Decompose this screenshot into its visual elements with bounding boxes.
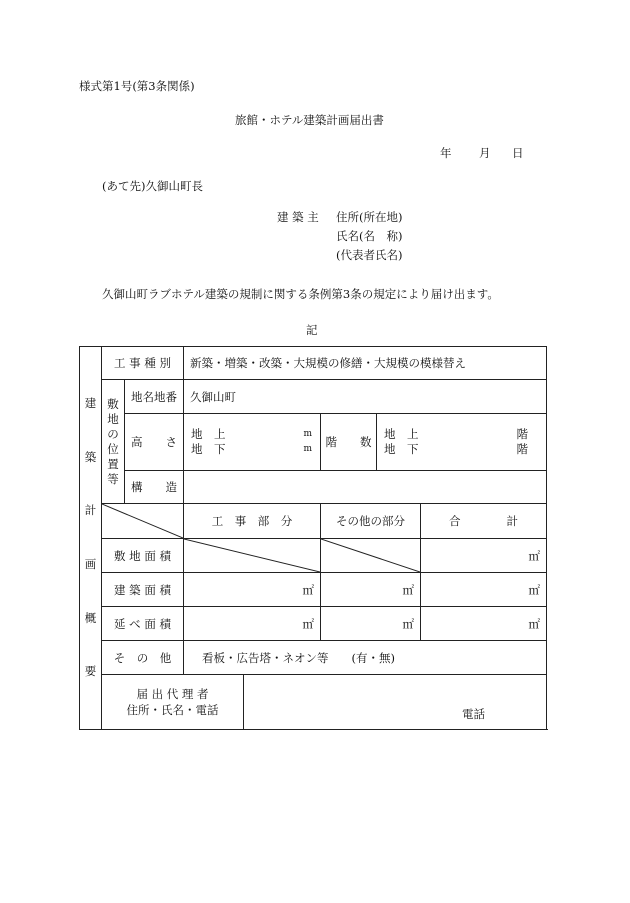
structure-value	[184, 471, 547, 504]
page-title: 旅館・ホテル建築計画届出書	[235, 113, 384, 127]
other-value: 看板・広告塔・ネオン等 (有・無)	[184, 641, 547, 675]
height-below-unit: m	[303, 444, 312, 454]
building-area-total-unit: ㎡	[421, 573, 547, 607]
diagonal-line	[184, 539, 320, 572]
height-above-label: 地 上	[191, 427, 226, 441]
site-char-4: 位	[107, 441, 119, 456]
date-year: 年	[440, 146, 452, 160]
side-char-2: 築	[84, 449, 97, 464]
site-area-work	[184, 539, 321, 573]
statement: 久御山町ラブホテル建築の規制に関する条例第3条の規定により届け出ます。	[102, 287, 499, 301]
height-label: 高 さ	[125, 414, 184, 471]
site-char-5: 置	[107, 456, 119, 471]
floors-above-unit: 階	[516, 427, 529, 441]
side-char-4: 画	[84, 557, 97, 572]
site-char-1: 敷	[107, 396, 119, 411]
side-char-3: 計	[84, 503, 97, 518]
agent-label	[102, 675, 244, 730]
form-number: 様式第1号(第3条関係)	[79, 79, 195, 93]
agent-label-line-1: 届 出 代 理 者	[136, 687, 209, 701]
height-below-label: 地 下	[191, 442, 226, 456]
site-char-2: 地	[107, 411, 119, 426]
site-area-label: 敷 地 面 積	[102, 539, 184, 573]
diagonal-line	[321, 539, 420, 572]
date-month: 月	[479, 146, 491, 160]
side-char-6: 要	[84, 664, 97, 679]
structure-label: 構 造	[125, 471, 184, 504]
floors-above-label: 地 上	[384, 427, 419, 441]
floors-below-label: 地 下	[384, 442, 419, 456]
col-work-header: 工 事 部 分	[184, 504, 321, 539]
applicant-name: 氏名(名 称)	[336, 229, 403, 243]
building-area-label: 建 築 面 積	[102, 573, 184, 607]
agent-value	[244, 675, 547, 730]
floor-area-label: 延 べ 面 積	[102, 607, 184, 641]
address-label: 地名地番	[125, 380, 184, 414]
applicant-representative: (代表者氏名)	[336, 248, 403, 262]
address-value: 久御山町	[184, 380, 547, 414]
construction-type-value: 新築・増築・改築・大規模の修繕・大規模の模様替え	[184, 347, 547, 380]
phone-label: 電話	[462, 707, 485, 721]
addressee: (あて先)久御山町長	[102, 179, 203, 193]
site-char-3: の	[107, 426, 119, 441]
floors-label: 階 数	[321, 414, 377, 471]
site-label	[102, 380, 125, 504]
col-other-header: その他の部分	[321, 504, 421, 539]
side-label	[80, 347, 102, 730]
side-char-5: 概	[84, 610, 97, 625]
other-label: そ の 他	[102, 641, 184, 675]
floor-area-total-unit: ㎡	[421, 607, 547, 641]
building-area-work-unit: ㎡	[184, 573, 321, 607]
floors-below-unit: 階	[516, 442, 529, 456]
construction-type-label: 工 事 種 別	[102, 347, 184, 380]
diagonal-line	[102, 504, 183, 538]
applicant-label: 建 築 主	[277, 210, 319, 224]
building-area-other-unit: ㎡	[321, 573, 421, 607]
applicant-address: 住所(所在地)	[336, 210, 403, 224]
agent-label-line-2: 住所・氏名・電話	[126, 703, 219, 717]
header-diagonal-cell	[102, 504, 184, 539]
ki-label: 記	[306, 323, 318, 337]
side-char-1: 建	[84, 396, 97, 410]
site-char-6: 等	[107, 471, 119, 486]
col-total-header: 合 計	[421, 504, 547, 539]
site-area-total-unit: ㎡	[421, 539, 547, 573]
site-area-other	[321, 539, 421, 573]
plan-summary-table	[79, 346, 547, 730]
floor-area-other-unit: ㎡	[321, 607, 421, 641]
date-day: 日	[512, 146, 524, 160]
floors-value	[377, 414, 547, 471]
height-value	[184, 414, 321, 471]
floor-area-work-unit: ㎡	[184, 607, 321, 641]
height-above-unit: m	[303, 429, 312, 439]
